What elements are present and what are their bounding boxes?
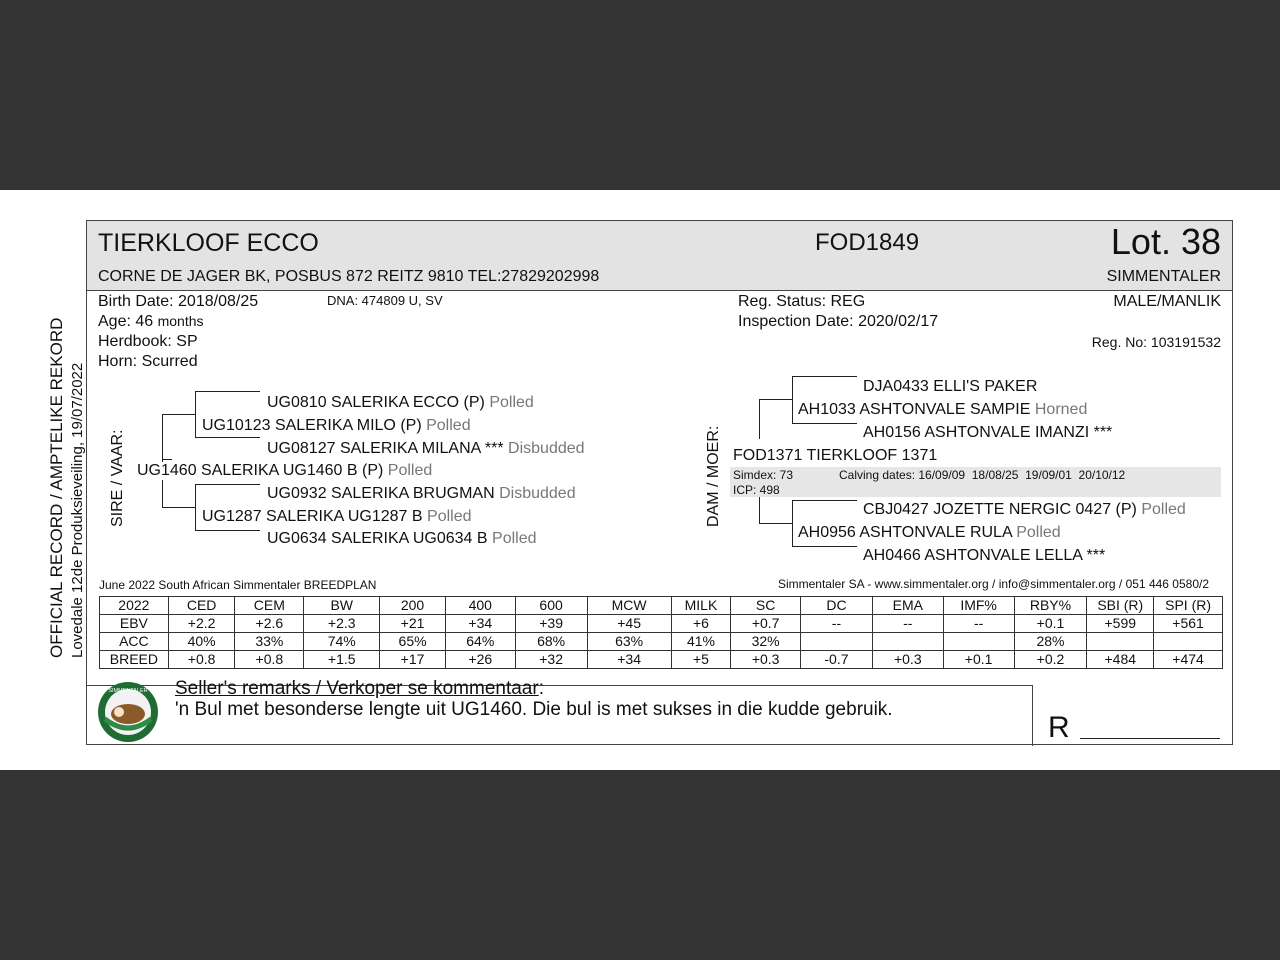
dam-sire-dam (863, 424, 1112, 442)
calving-dates: Calving dates: 16/09/09 18/08/25 19/09/01 20/10/12 (839, 468, 1126, 482)
polled-status: Polled (492, 530, 537, 547)
table-header-cell: MCW (587, 597, 671, 615)
pedigree-name: UG1460 SALERIKA UG1460 B (P) (137, 462, 384, 479)
tree-line (195, 484, 260, 485)
table-cell: +34 (445, 615, 515, 633)
polled-status: Disbudded (499, 485, 576, 502)
table-cell: +0.7 (731, 615, 801, 633)
lot-card (86, 220, 1233, 745)
table-cell: +2.2 (168, 615, 235, 633)
table-cell: +0.8 (168, 651, 235, 669)
table-header-cell: 400 (445, 597, 515, 615)
reg-number: Reg. No: 103191532 (1091, 334, 1221, 350)
table-cell (1087, 633, 1154, 651)
table-cell: 41% (671, 633, 731, 651)
pedigree-name: UG0634 SALERIKA UG0634 B (267, 530, 488, 547)
tree-line (195, 530, 260, 531)
table-header-cell: 200 (380, 597, 446, 615)
sale-name: Lovedale 12de Produksieveiling, 19/07/2022 (69, 362, 86, 658)
table-cell (1154, 633, 1223, 651)
breedplan-table (99, 596, 1223, 669)
age-unit: months (157, 313, 204, 329)
table-cell: +561 (1154, 615, 1223, 633)
dam-sire (798, 401, 1087, 419)
sire-dam-dam (267, 530, 537, 548)
owner-details: CORNE DE JAGER BK, POSBUS 872 REITZ 9810 TEL:27829202998 (98, 268, 600, 285)
sire-sire (202, 417, 471, 435)
table-row (100, 651, 1223, 669)
table-header-cell: EMA (872, 597, 943, 615)
pedigree-name: UG0810 SALERIKA ECCO (P) (267, 394, 485, 411)
remarks-section (87, 678, 1033, 746)
table-cell: +0.1 (1014, 615, 1087, 633)
table-header-cell: IMF% (943, 597, 1014, 615)
table-cell: +5 (671, 651, 731, 669)
simdex: Simdex: 73 (733, 468, 794, 482)
inspection-date: Inspection Date: 2020/02/17 (738, 313, 939, 330)
table-cell: -- (943, 615, 1014, 633)
table-cell: +26 (445, 651, 515, 669)
table-header-cell: MILK (671, 597, 731, 615)
table-cell: +0.3 (731, 651, 801, 669)
pedigree-name: UG08127 SALERIKA MILANA *** (267, 440, 504, 457)
table-cell: +6 (671, 615, 731, 633)
tree-line (195, 391, 196, 437)
table-cell: 68% (515, 633, 587, 651)
birth-date: Birth Date: 2018/08/25 (98, 293, 259, 310)
polled-status: Polled (1016, 524, 1061, 541)
owner-bar (87, 265, 1232, 291)
sire (137, 462, 432, 480)
lot-sheet (0, 190, 1280, 770)
breed-name: SIMMENTALER (1106, 268, 1221, 285)
table-header-cell: 2022 (100, 597, 169, 615)
price-input[interactable] (1080, 738, 1220, 739)
tree-line (792, 376, 793, 423)
polled-status: Disbudded (508, 440, 585, 457)
official-record-label (46, 318, 88, 658)
lot-number: Lot. 38 (1110, 221, 1221, 262)
dam-dam-dam (863, 547, 1105, 565)
table-header-cell: DC (801, 597, 873, 615)
pedigree-name: AH0956 ASHTONVALE RULA (798, 524, 1012, 541)
tree-line (162, 414, 195, 415)
table-cell: +0.2 (1014, 651, 1087, 669)
remarks-title: Seller's remarks / Verkoper se kommentaar (175, 678, 539, 699)
logo-text: SIMMENTALER (108, 688, 148, 694)
table-row (100, 633, 1223, 651)
table-cell: +1.5 (304, 651, 380, 669)
tree-line (792, 500, 793, 546)
tree-line (792, 500, 857, 501)
breed-logo (97, 681, 159, 743)
pedigree-name: UG10123 SALERIKA MILO (P) (202, 417, 422, 434)
pedigree-name: UG1287 SALERIKA UG1287 B (202, 508, 423, 525)
polled-status: Polled (489, 394, 534, 411)
pedigree-name: AH0156 ASHTONVALE IMANZI *** (863, 424, 1113, 441)
table-cell: +45 (587, 615, 671, 633)
table-cell: 64% (445, 633, 515, 651)
dam-dam-sire (863, 501, 1186, 519)
table-cell: +0.1 (943, 651, 1014, 669)
dna-info: DNA: 474809 U, SV (327, 293, 443, 308)
table-cell: 63% (587, 633, 671, 651)
tree-line (162, 507, 195, 508)
sire-dam-sire (267, 485, 576, 503)
table-header-row (100, 597, 1223, 615)
breedplan-title: June 2022 South African Simmentaler BREEDPLAN (99, 578, 377, 592)
sire-sire-sire (267, 394, 534, 412)
tree-line (792, 423, 857, 424)
horned-status: Horned (1034, 401, 1088, 418)
polled-status: Polled (1141, 501, 1186, 518)
table-header-cell: 600 (515, 597, 587, 615)
tree-line (759, 399, 760, 439)
table-header-cell: CED (168, 597, 235, 615)
remarks-colon: : (538, 678, 544, 699)
table-cell: +21 (380, 615, 446, 633)
table-cell: +39 (515, 615, 587, 633)
official-record-text: OFFICIAL RECORD / AMPTELIKE REKORD (47, 317, 66, 658)
icp: ICP: 498 (733, 483, 780, 497)
breedplan-contact: Simmentaler SA - www.simmentaler.org / info@simmentaler.org / 051 446 0580/2 (777, 577, 1209, 591)
dam-dam (798, 524, 1061, 542)
table-cell: +599 (1087, 615, 1154, 633)
card-header (87, 221, 1232, 266)
table-cell (943, 633, 1014, 651)
table-cell (801, 633, 873, 651)
tree-line (792, 546, 857, 547)
tree-line (195, 391, 260, 392)
table-cell: BREED (100, 651, 169, 669)
table-header-cell: SC (731, 597, 801, 615)
pedigree-name: AH0466 ASHTONVALE LELLA *** (863, 547, 1106, 564)
dam-label: DAM / MOER: (705, 425, 722, 527)
pedigree-name: UG0932 SALERIKA BRUGMAN (267, 485, 495, 502)
sire-sire-dam (267, 440, 585, 458)
remarks-heading (175, 678, 544, 700)
remarks-text: 'n Bul met besonderse lengte uit UG1460. Die bul is met sukses in die kudde gebruik. (175, 699, 893, 720)
polled-status: Polled (426, 417, 471, 434)
table-cell: EBV (100, 615, 169, 633)
tree-line (162, 414, 163, 507)
table-cell: +0.3 (872, 651, 943, 669)
table-cell: +34 (587, 651, 671, 669)
age-value: Age: 46 (98, 313, 154, 330)
table-cell: -- (801, 615, 873, 633)
reg-status: Reg. Status: REG (738, 293, 866, 310)
price-box (1032, 685, 1234, 746)
sire-label: SIRE / VAAR: (109, 429, 126, 527)
animal-name: TIERKLOOF ECCO (98, 229, 319, 257)
table-header-cell: SPI (R) (1154, 597, 1223, 615)
age (98, 313, 204, 331)
table-header-cell: CEM (235, 597, 304, 615)
tree-line (759, 399, 792, 400)
price-currency: R (1048, 711, 1070, 744)
table-cell: 33% (235, 633, 304, 651)
polled-status: Polled (387, 462, 433, 479)
herdbook: Herdbook: SP (98, 333, 198, 350)
table-cell: +17 (380, 651, 446, 669)
table-header-cell: RBY% (1014, 597, 1087, 615)
table-cell: +0.8 (235, 651, 304, 669)
table-cell: ACC (100, 633, 169, 651)
table-header-cell: BW (304, 597, 380, 615)
table-cell: +474 (1154, 651, 1223, 669)
table-cell: -- (872, 615, 943, 633)
tree-line (759, 497, 760, 523)
table-cell: -0.7 (801, 651, 873, 669)
dam-sire-sire (863, 378, 1037, 396)
table-cell: 28% (1014, 633, 1087, 651)
tree-line (792, 376, 857, 377)
table-cell: 40% (168, 633, 235, 651)
table-cell: 65% (380, 633, 446, 651)
pedigree-name: CBJ0427 JOZETTE NERGIC 0427 (P) (863, 501, 1137, 518)
dam: FOD1371 TIERKLOOF 1371 (733, 447, 938, 464)
table-cell: +32 (515, 651, 587, 669)
tree-line (195, 437, 260, 438)
logo-icon (97, 681, 159, 743)
tree-line (759, 523, 792, 524)
table-cell: +2.3 (304, 615, 380, 633)
pedigree-name: AH1033 ASHTONVALE SAMPIE (798, 401, 1031, 418)
table-cell (872, 633, 943, 651)
pedigree-name: DJA0433 ELLI'S PAKER (863, 378, 1038, 395)
table-cell: 32% (731, 633, 801, 651)
sire-dam (202, 508, 472, 526)
table-header-cell: SBI (R) (1087, 597, 1154, 615)
polled-status: Polled (427, 508, 472, 525)
table-cell: +2.6 (235, 615, 304, 633)
sex: MALE/MANLIK (1113, 293, 1221, 310)
tree-line (195, 484, 196, 530)
tree-line (162, 459, 172, 460)
horn-status: Horn: Scurred (98, 353, 198, 370)
animal-code: FOD1849 (815, 229, 920, 256)
table-cell: +484 (1087, 651, 1154, 669)
table-cell: 74% (304, 633, 380, 651)
table-row (100, 615, 1223, 633)
